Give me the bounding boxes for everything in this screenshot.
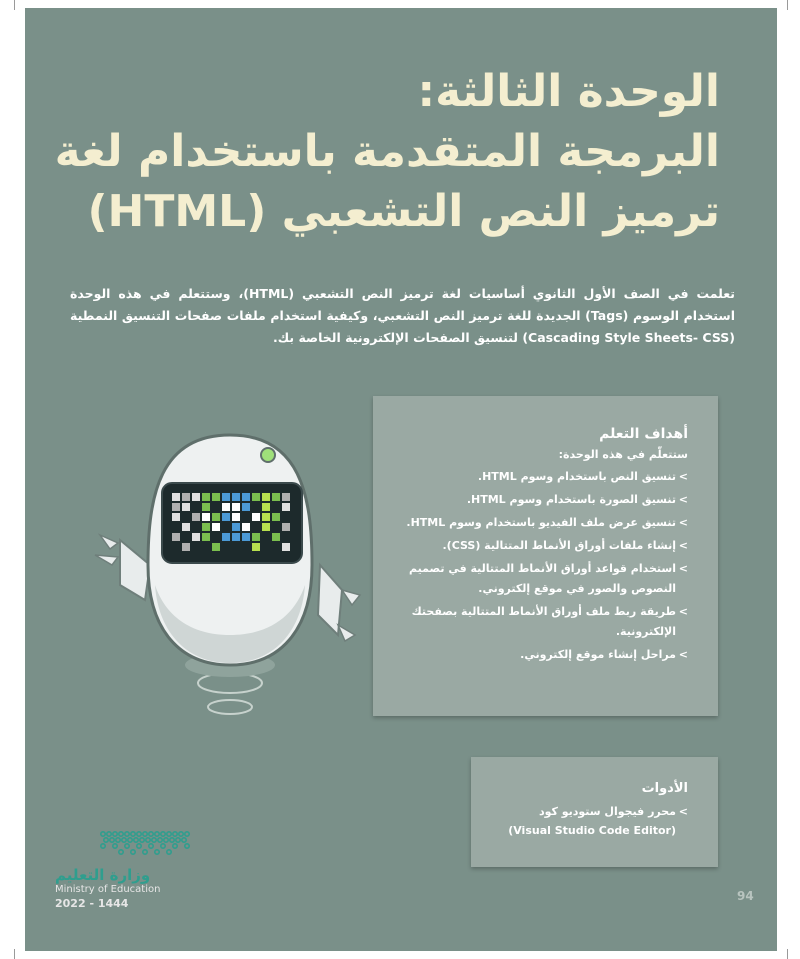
ministry-logo-icon <box>55 828 195 868</box>
learning-goal-item: > تنسيق عرض ملف الفيديو باستخدام وسوم HTML. <box>388 513 688 533</box>
robot-antenna-light <box>261 448 275 462</box>
crop-mark-top-right <box>787 0 788 10</box>
crop-mark-bottom-right <box>787 949 788 959</box>
edition-year: 2022 - 1444 <box>55 897 129 910</box>
page-number: 94 <box>737 889 754 903</box>
ministry-logo-arabic: وزارة التعليم <box>55 866 151 884</box>
robot-right-hand <box>318 565 360 641</box>
learning-goal-item: > تنسيق الصورة باستخدام وسوم HTML. <box>388 490 688 510</box>
robot-illustration <box>80 425 370 725</box>
crop-mark-top-left <box>14 0 15 10</box>
title-line-1: الوحدة الثالثة: <box>417 66 720 117</box>
crop-mark-bottom-left <box>14 949 15 959</box>
robot-left-hand <box>95 535 150 600</box>
learning-goal-item: > طريقة ربط ملف أوراق الأنماط المتتالية بصفحتك الإلكترونية. <box>388 602 688 642</box>
learning-goal-item: > إنشاء ملفات أوراق الأنماط المتتالية (CSS). <box>388 536 688 556</box>
intro-paragraph: تعلمت في الصف الأول الثانوي أساسيات لغة ترميز النص التشعبي (HTML)، وستتعلم في هذه الوحدة استخدام الوسوم (Tags) الجديدة للغة ترميز النص التشعبي، وكيفية استخدام ملفات صفحات التنسيق النمطية (Cascading Style Sheets- CSS) لتنسيق الصفحات الإلكترونية الخاصة بك. <box>70 286 735 345</box>
learning-goals-box <box>373 396 718 716</box>
tool-item-english: (Visual Studio Code Editor) <box>508 824 676 837</box>
learning-goals-title: أهداف التعلم <box>599 426 688 442</box>
learning-goal-item: > تنسيق النص باستخدام وسوم HTML. <box>388 467 688 487</box>
tools-box <box>471 757 718 867</box>
unit-title <box>54 62 720 242</box>
tool-item: > محرر فيجوال ستوديو كود <box>478 802 688 821</box>
title-line-2: البرمجة المتقدمة باستخدام لغة <box>54 126 720 177</box>
hover-ring-inner <box>208 700 252 714</box>
tools-title: الأدوات <box>641 781 688 796</box>
learning-goal-item: > مراحل إنشاء موقع إلكتروني. <box>388 645 688 665</box>
learning-goals-list <box>388 467 688 665</box>
title-line-3: ترميز النص التشعبي (HTML) <box>87 186 720 237</box>
learning-goals-subtitle: ستتعلّم في هذه الوحدة: <box>558 448 688 461</box>
learning-goal-item: > استخدام قواعد أوراق الأنماط المتتالية في تصميم النصوص والصور في موقع إلكتروني. <box>388 559 688 599</box>
ministry-logo-english: Ministry of Education <box>55 884 161 895</box>
